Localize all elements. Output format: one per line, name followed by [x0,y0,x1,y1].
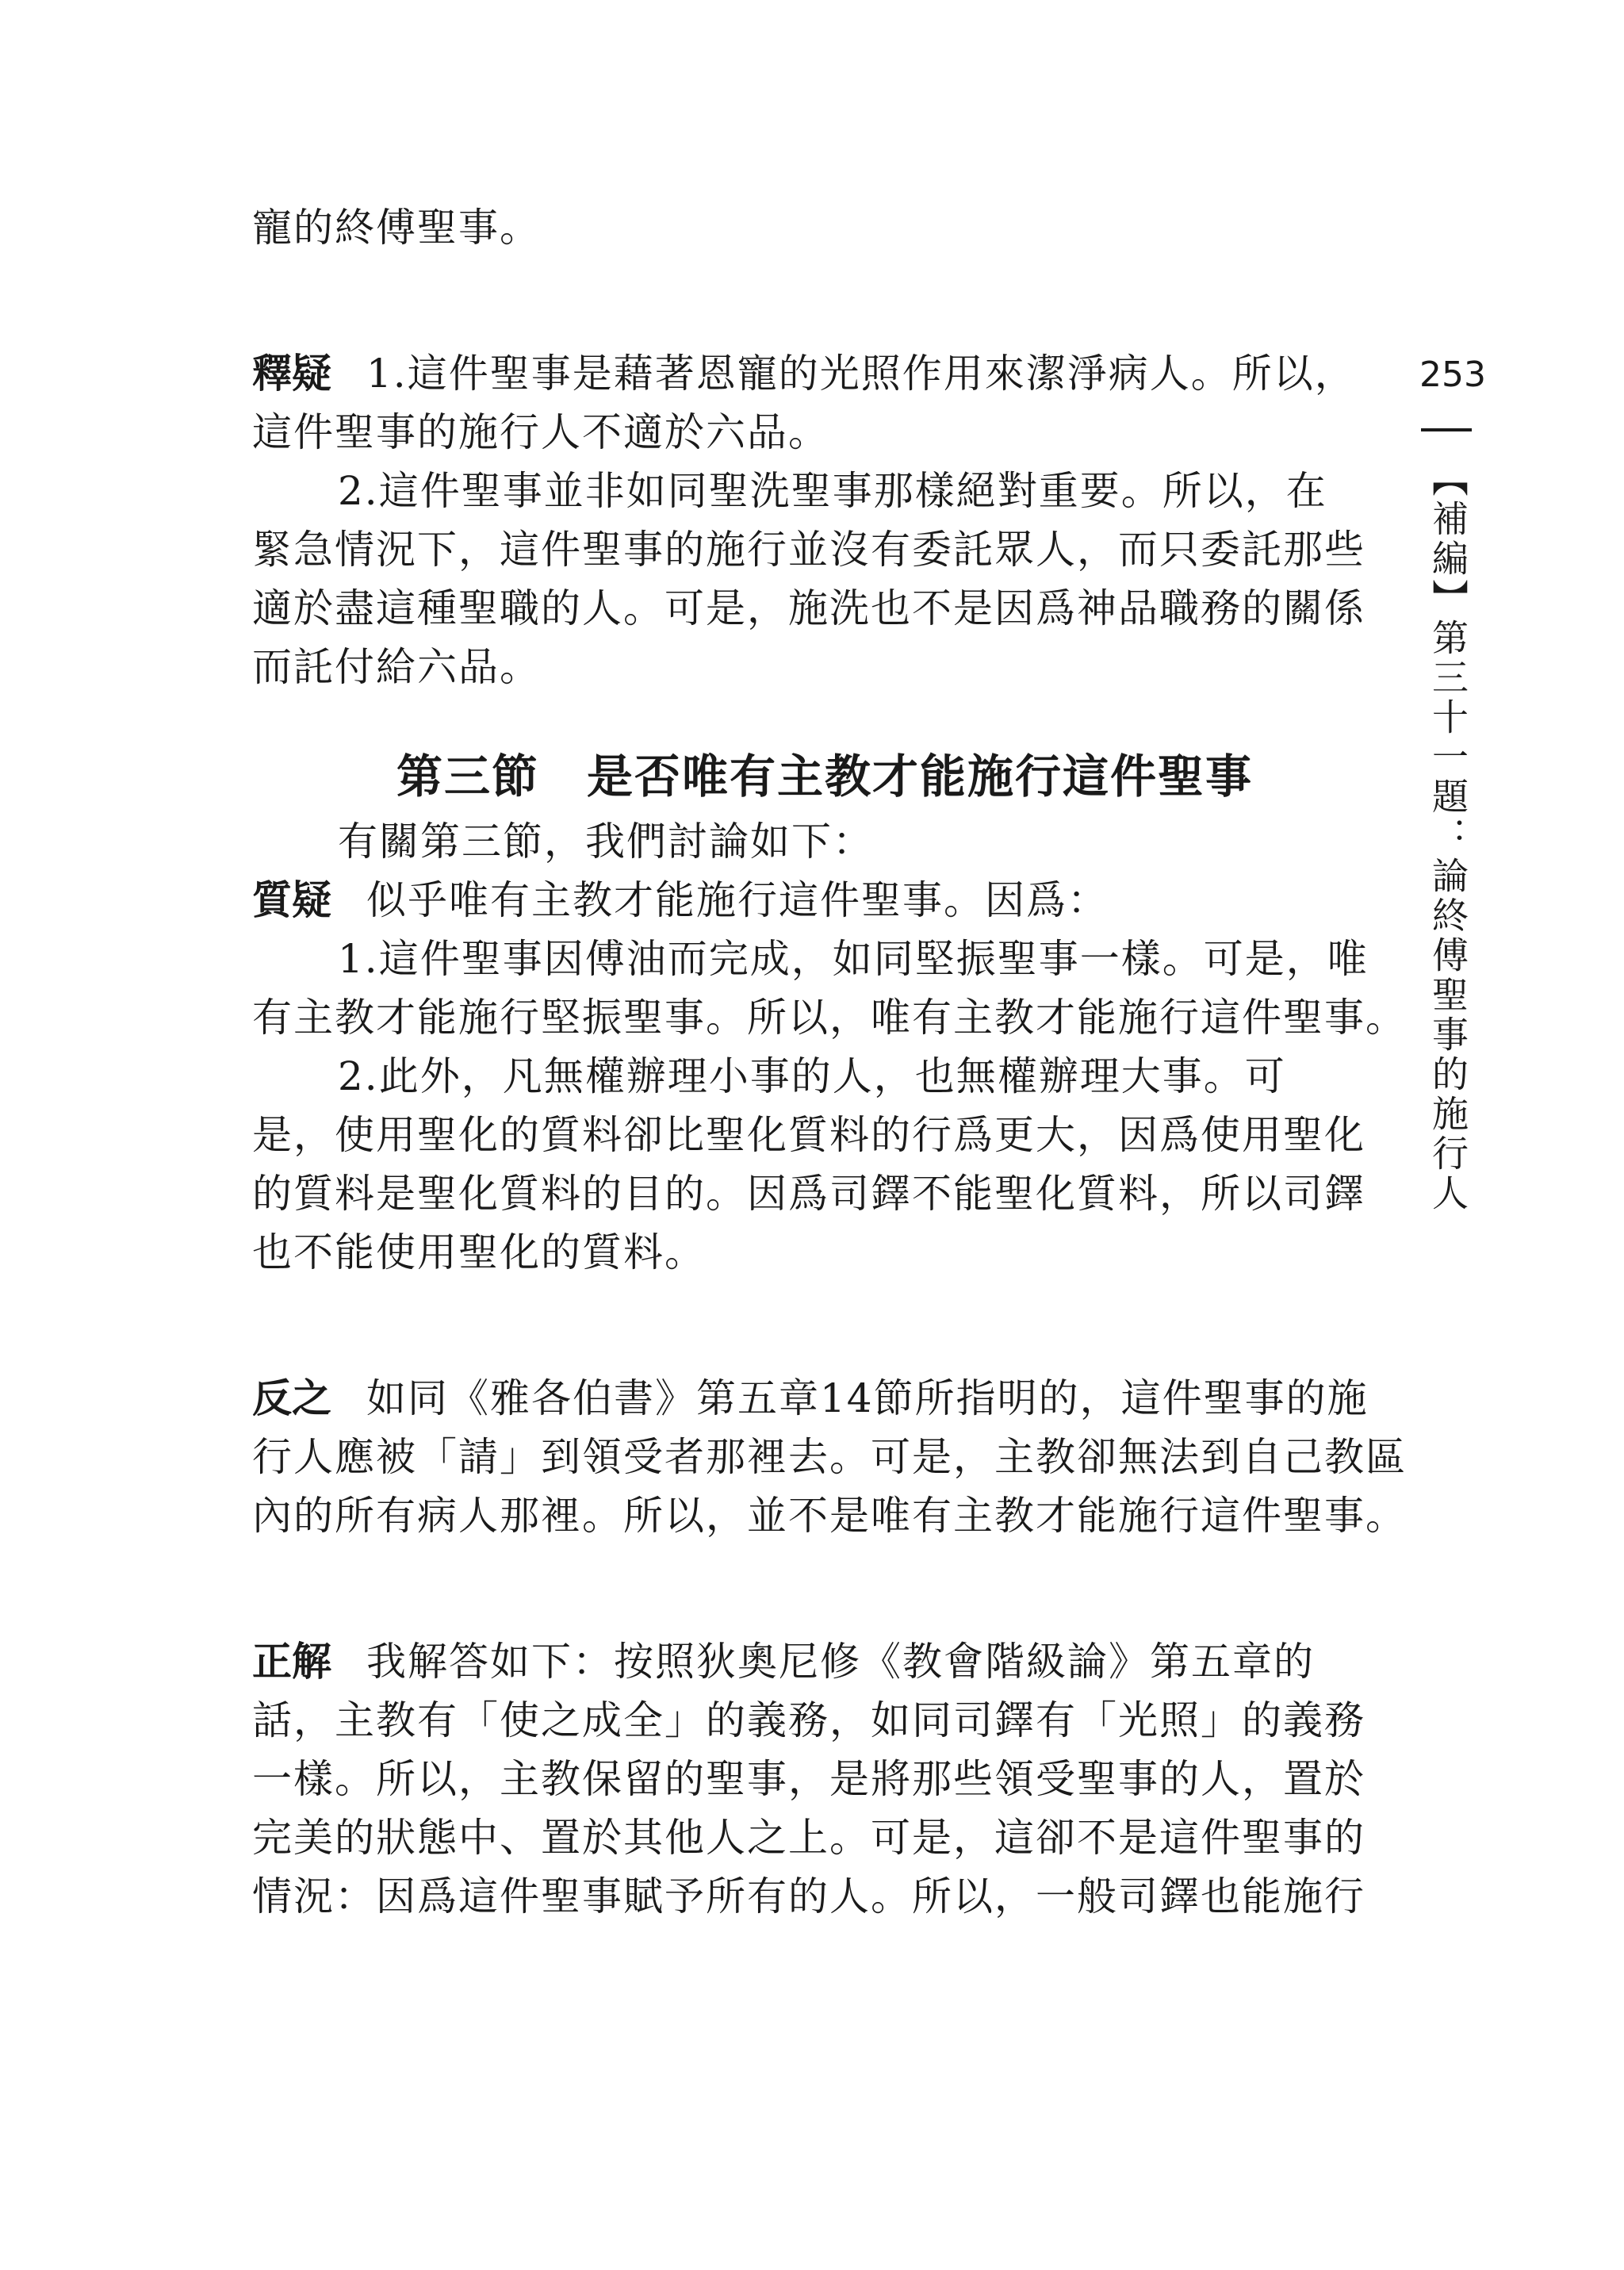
contrary-line-1 [252,1369,1394,1428]
answer-line-3: 一樣。所以，主教保留的聖事，是將那些領受聖事的人，置於 [252,1756,1365,1802]
reply-label: 釋疑 [252,351,331,397]
reply1-line-1 [252,344,1394,403]
obj2-line-2: 是，使用聖化的質料卻比聖化質料的行爲更大，因爲使用聖化 [252,1112,1365,1158]
obj1-line-1: 1.這件聖事因傅油而完成，如同堅振聖事一樣。可是，唯 [338,936,1369,982]
answer-line-5: 情況：因爲這件聖事賦予所有的人。所以，一般司鐸也能施行 [252,1873,1365,1919]
section-title-text: 是否唯有主教才能施行這件聖事 [587,750,1254,803]
objection-label: 質疑 [252,877,331,923]
margin-rule [1421,428,1472,431]
main-text-column [252,198,1407,1926]
contrary-line-2: 行人應被「請」到領受者那裡去。可是，主教卻無法到自己教區 [252,1434,1407,1480]
paragraph-gap [252,1545,1394,1632]
paragraph-gap [252,1282,1394,1369]
obj2-line-1: 2.此外，凡無權辦理小事的人，也無權辦理大事。可 [338,1053,1286,1099]
contrary-label: 反之 [252,1375,331,1421]
contrary-line-3: 內的所有病人那裡。所以，並不是唯有主教才能施行這件聖事。 [252,1493,1407,1539]
paragraph-gap [252,257,1394,344]
opening-line: 寵的終傅聖事。 [252,205,541,251]
running-head: 【補編】第三十一題：論終傅聖事的施行人 [1427,460,1469,1214]
obj1-line-2: 有主教才能施行堅振聖事。所以，唯有主教才能施行這件聖事。 [252,995,1407,1041]
section-number: 第三節 [396,750,540,803]
contrary-text-1: 如同《雅各伯書》第五章14節所指明的，這件聖事的施 [366,1375,1369,1421]
reply2-line-3: 適於盡這種聖職的人。可是，施洗也不是因爲神品職務的關係 [252,585,1365,631]
section-heading [252,741,1394,812]
reply2-line-2: 緊急情況下，這件聖事的施行並沒有委託眾人，而只委託那些 [252,527,1365,573]
objection-text: 似乎唯有主教才能施行這件聖事。因爲： [366,877,1109,923]
obj2-line-4: 也不能使用聖化的質料。 [252,1229,706,1275]
obj2-line-3: 的質料是聖化質料的目的。因爲司鐸不能聖化質料，所以司鐸 [252,1171,1365,1217]
reply2-line-1: 2.這件聖事並非如同聖洗聖事那樣絕對重要。所以，在 [338,468,1327,514]
answer-text-1: 我解答如下：按照狄奧尼修《教會階級論》第五章的 [366,1639,1315,1685]
reply1-text-1: 1.這件聖事是藉著恩寵的光照作用來潔淨病人。所以， [366,351,1356,397]
section-intro: 有關第三節，我們討論如下： [338,819,874,865]
answer-line-1 [252,1632,1394,1691]
answer-line-2: 話，主教有「使之成全」的義務，如同司鐸有「光照」的義務 [252,1697,1365,1743]
reply1-line-2: 這件聖事的施行人不適於六品。 [252,409,829,455]
answer-line-4: 完美的狀態中、置於其他人之上。可是，這卻不是這件聖事的 [252,1815,1365,1861]
reply2-line-4: 而託付給六品。 [252,644,541,690]
page-number: 253 [1419,355,1486,395]
objection-line [252,871,1394,930]
section-gap [252,696,1394,741]
answer-label: 正解 [252,1639,331,1685]
